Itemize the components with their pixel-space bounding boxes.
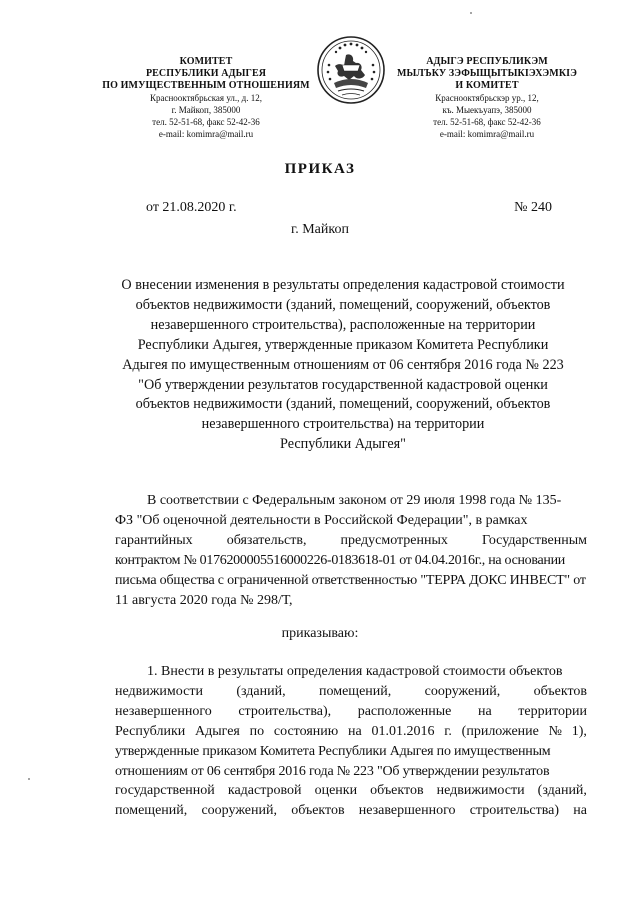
- word: по: [249, 723, 265, 739]
- word: недвижимости: [115, 683, 203, 699]
- word: кадастровой: [227, 783, 302, 799]
- word: Адыгея: [195, 723, 240, 739]
- scan-speck: [28, 778, 30, 780]
- word: объектов: [291, 803, 345, 819]
- org-city: къ. Мыекъуапэ, 385000: [442, 105, 532, 115]
- word: (зданий,: [537, 783, 587, 799]
- subject-line: незавершенного строительства) на территории: [201, 416, 485, 433]
- paragraph-line: 1. Внести в результаты определения кадастровой стоимости объектов: [147, 664, 563, 679]
- paragraph-line: [115, 722, 587, 742]
- word: государственной: [115, 783, 215, 799]
- document-number: № 240: [514, 200, 552, 215]
- header-left: [100, 56, 312, 140]
- word: расположенные: [357, 703, 452, 719]
- subject-line: "Об утверждении результатов государственной кадастровой оценки: [138, 376, 548, 393]
- org-address: Краснооктябрьская ул., д. 12,: [150, 93, 262, 103]
- word: 01.01.2016: [371, 723, 435, 739]
- word: на: [477, 703, 492, 719]
- org-name-line-3: И КОМИТЕТ: [455, 80, 519, 91]
- paragraph-line: ФЗ "Об оценочной деятельности в Российской Федерации", в рамках: [115, 512, 528, 528]
- paragraph-line: письма общества с ограниченной ответственностью "ТЕРРА ДОКС ИНВЕСТ" от: [115, 572, 586, 588]
- paragraph-line: 11 августа 2020 года № 298/Т,: [115, 592, 293, 608]
- paragraph-line: контрактом № 0176200005516000226-0183618-01 от 04.04.2016г., на основании: [115, 552, 565, 568]
- subject-line: объектов недвижимости (зданий, помещений, сооружений, объектов: [135, 296, 551, 313]
- word: обязательств,: [226, 532, 307, 548]
- preamble-paragraph: [115, 491, 587, 610]
- paragraph-line: [115, 702, 587, 722]
- org-city: г. Майкоп, 385000: [171, 105, 241, 115]
- word: объектов: [533, 683, 587, 699]
- word: сооружений,: [201, 803, 277, 819]
- clause-1-paragraph: [115, 662, 587, 821]
- scan-speck: [470, 12, 472, 14]
- document-city: г. Майкоп: [291, 222, 349, 237]
- header-right: [384, 56, 590, 140]
- word: состоянию: [273, 723, 339, 739]
- paragraph-line: утвержденные приказом Комитета Республики Адыгея по имущественным: [115, 743, 551, 759]
- subject-line: Республики Адыгея": [280, 436, 406, 453]
- document-subject: [100, 276, 586, 455]
- word: 1),: [571, 723, 587, 739]
- word: территории: [518, 703, 587, 719]
- word: недвижимости: [436, 783, 525, 799]
- word: (приложение: [461, 723, 539, 739]
- org-email: e-mail: komimra@mail.ru: [439, 129, 535, 139]
- paragraph-line: [115, 781, 587, 801]
- subject-line: Адыгея по имущественным отношениям от 06 сентября 2016 года № 223: [122, 356, 564, 373]
- org-name-line-1: АДЫГЭ РЕСПУБЛИКЭМ: [426, 56, 548, 67]
- word: незавершенного: [115, 703, 212, 719]
- paragraph-line: [115, 801, 587, 821]
- subject-line: О внесении изменения в результаты определения кадастровой стоимости: [121, 277, 565, 293]
- word: объектов: [370, 783, 424, 799]
- word: г.: [444, 723, 452, 739]
- word: незавершенного: [358, 803, 456, 819]
- org-name-line-2: МЫЛЪКУ ЗЭФЫЩЫТЫКІЭХЭМКІЭ: [396, 68, 578, 79]
- word: сооружений,: [424, 683, 501, 699]
- word: помещений,: [115, 803, 188, 819]
- paragraph-line: [115, 531, 587, 551]
- org-phone: тел. 52-51-68, факс 52-42-36: [433, 117, 541, 127]
- word: Республики: [115, 723, 186, 739]
- word: строительства),: [238, 703, 332, 719]
- subject-line: незавершенного строительства), расположенные на территории: [150, 316, 536, 333]
- org-name-line-1: КОМИТЕТ: [179, 56, 233, 67]
- word: помещений,: [319, 683, 392, 699]
- paragraph-line: В соответствии с Федеральным законом от 29 июля 1998 года № 135-: [147, 493, 562, 508]
- subject-line: объектов недвижимости (зданий, помещений, сооружений, объектов: [135, 396, 551, 413]
- word: строительства): [469, 803, 560, 819]
- paragraph-line: отношениям от 06 сентября 2016 года № 223 "Об утверждении результатов: [115, 763, 550, 779]
- word: гарантийных: [115, 532, 193, 548]
- document-title: ПРИКАЗ: [284, 161, 356, 177]
- org-name-line-2: РЕСПУБЛИКИ АДЫГЕЯ: [145, 68, 267, 79]
- word: №: [548, 723, 562, 739]
- paragraph-line: [115, 682, 587, 702]
- order-word: приказываю:: [281, 626, 359, 641]
- word: (зданий,: [236, 683, 286, 699]
- word: на: [347, 723, 362, 739]
- document-date: от 21.08.2020 г.: [146, 200, 237, 215]
- word: на: [573, 803, 587, 819]
- word: предусмотренных: [340, 532, 448, 548]
- org-address: Краснооктябрьскэр ур., 12,: [435, 93, 539, 103]
- org-phone: тел. 52-51-68, факс 52-42-36: [152, 117, 260, 127]
- word: оценки: [314, 783, 358, 799]
- org-email: e-mail: komimra@mail.ru: [158, 129, 254, 139]
- coat-of-arms-icon: [316, 35, 386, 105]
- subject-line: Республики Адыгея, утвержденные приказом Комитета Республики: [137, 336, 549, 353]
- org-name-line-3: ПО ИМУЩЕСТВЕННЫМ ОТНОШЕНИЯМ: [102, 80, 310, 91]
- word: Государственным: [481, 532, 587, 548]
